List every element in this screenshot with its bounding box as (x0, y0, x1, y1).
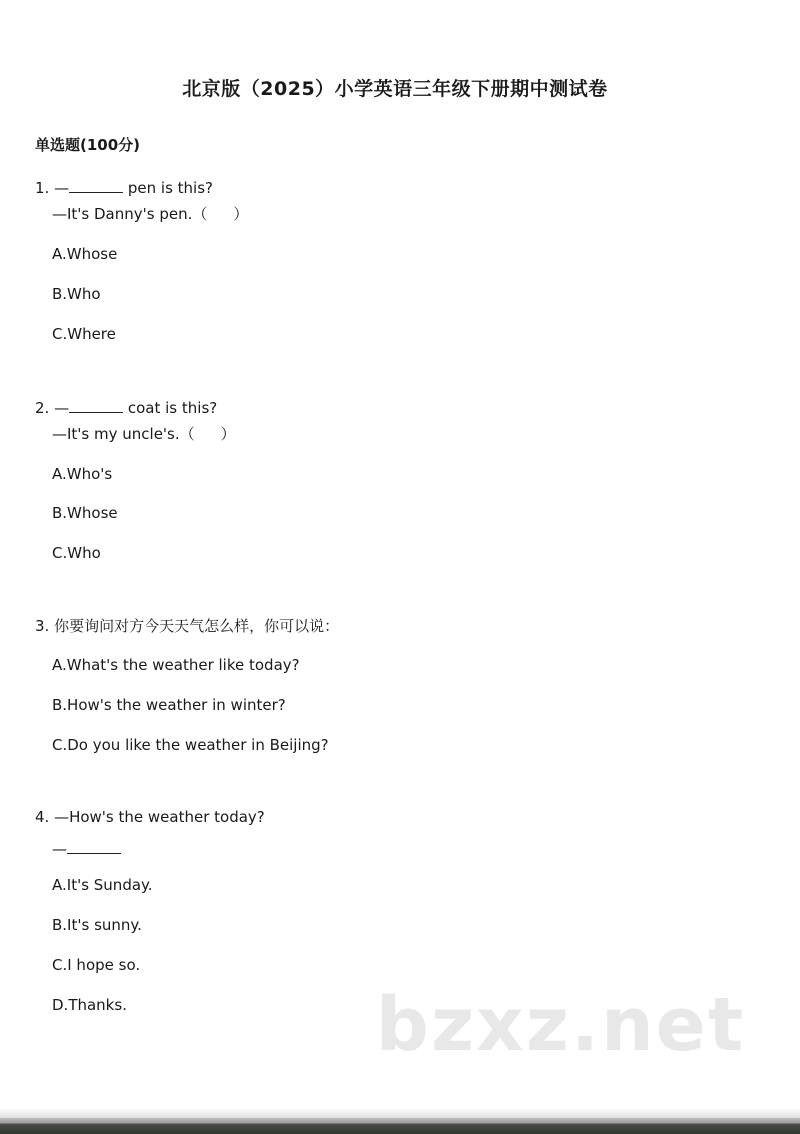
question-4-option-c: C.I hope so. (52, 956, 141, 974)
question-text: —It's my uncle's.（ (52, 425, 195, 443)
answer-blank (69, 395, 123, 413)
question-text: coat is this? (127, 399, 218, 417)
close-paren: ） (233, 205, 249, 223)
question-2-option-c: C.Who (52, 544, 101, 562)
question-1-option-a: A.Whose (52, 245, 118, 263)
question-number: 2. — (35, 399, 70, 417)
question-1-stem (35, 175, 213, 199)
question-text: — (52, 840, 67, 858)
question-text: —It's Danny's pen.（ (52, 205, 208, 223)
page-edge-shadow (0, 1108, 800, 1118)
question-2-stem (35, 395, 217, 419)
section-heading: 单选题(100分) (35, 136, 141, 154)
question-4-option-a: A.It's Sunday. (52, 876, 153, 894)
question-3-option-a: A.What's the weather like today? (52, 656, 300, 674)
question-2-option-b: B.Whose (52, 504, 118, 522)
question-1-answer-line (52, 203, 248, 225)
answer-blank (69, 175, 123, 193)
question-2-option-a: A.Who's (52, 465, 113, 483)
question-4-answer-line (52, 836, 121, 860)
question-3-option-b: B.How's the weather in winter? (52, 696, 286, 714)
question-4-stem: 4. —How's the weather today? (35, 808, 265, 826)
watermark: bzxz.net (376, 982, 746, 1068)
question-3-stem: 3. 你要询问对方今天天气怎么样，你可以说： (35, 617, 340, 635)
question-2-answer-line (52, 423, 236, 445)
page-bottom-edge (0, 1118, 800, 1134)
question-3-option-c: C.Do you like the weather in Beijing? (52, 736, 329, 754)
close-paren: ） (220, 425, 236, 443)
question-4-option-d: D.Thanks. (52, 996, 127, 1014)
question-1-option-c: C.Where (52, 325, 116, 343)
question-number: 1. — (35, 179, 70, 197)
question-text: pen is this? (127, 179, 213, 197)
question-1-option-b: B.Who (52, 285, 101, 303)
answer-blank (67, 836, 121, 854)
page-title: 北京版（2025）小学英语三年级下册期中测试卷 (182, 78, 608, 100)
question-4-option-b: B.It's sunny. (52, 916, 142, 934)
